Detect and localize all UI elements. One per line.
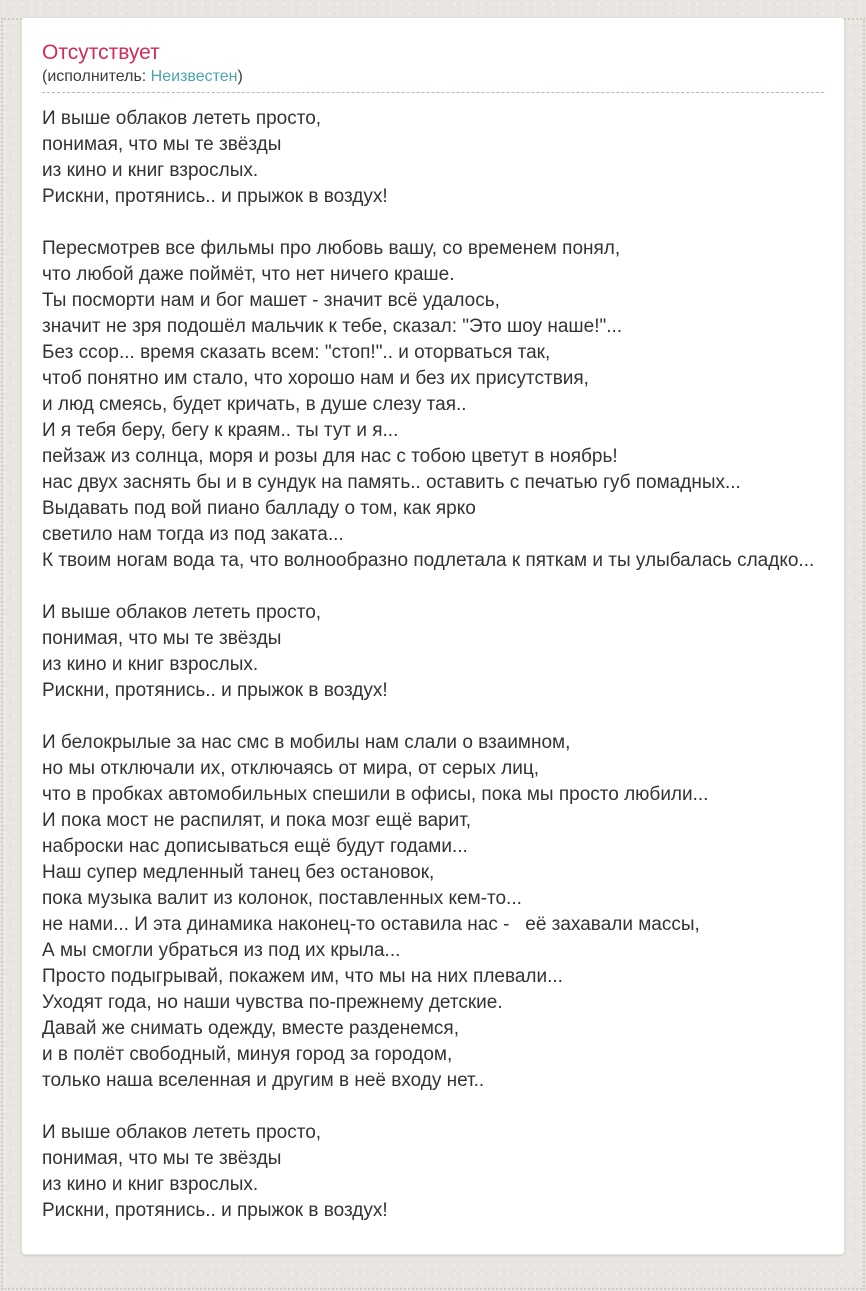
- lyric-line: но мы отключали их, отключаясь от мира, от серых лиц,: [42, 758, 540, 779]
- lyrics: [42, 106, 824, 1224]
- lyric-line: И выше облаков лететь просто,: [42, 602, 322, 623]
- lyric-line: Просто подыгрывай, покажем им, что мы на них плевали...: [42, 966, 563, 987]
- lyric-line: Ты посморти нам и бог машет - значит всё удалось,: [42, 290, 500, 311]
- lyric-line: Без ссор... время сказать всем: "стоп!".. и оторваться так,: [42, 342, 551, 363]
- lyric-line: не нами... И эта динамика наконец-то оставила нас - её захавали массы,: [42, 914, 700, 935]
- stanza: [42, 730, 824, 1094]
- artist-line: [42, 67, 824, 93]
- lyric-line: А мы смогли убраться из под их крыла...: [42, 940, 401, 961]
- lyric-line: только наша вселенная и другим в неё входу нет..: [42, 1070, 485, 1091]
- lyric-line: И я тебя беру, бегу к краям.. ты тут и я...: [42, 420, 399, 441]
- lyric-line: понимая, что мы те звёзды: [42, 628, 282, 649]
- lyric-line: значит не зря подошёл мальчик к тебе, сказал: "Это шоу наше!"...: [42, 316, 623, 337]
- lyric-line: Уходят года, но наши чувства по-прежнему детские.: [42, 992, 503, 1013]
- lyric-line: нас двух заснять бы и в сундук на память.. оставить с печатью губ помадных...: [42, 472, 741, 493]
- lyric-line: И выше облаков лететь просто,: [42, 1122, 322, 1143]
- lyrics-card: [21, 17, 845, 1255]
- lyric-line: наброски нас дописываться ещё будут годами...: [42, 836, 468, 857]
- lyric-line: и в полёт свободный, минуя город за городом,: [42, 1044, 453, 1065]
- lyric-line: что в пробках автомобильных спешили в офисы, пока мы просто любили...: [42, 784, 709, 805]
- lyric-line: И пока мост не распилят, и пока мозг ещё варит,: [42, 810, 472, 831]
- stanza: [42, 1120, 824, 1224]
- lyric-line: И выше облаков лететь просто,: [42, 108, 322, 129]
- lyric-line: из кино и книг взрослых.: [42, 1174, 259, 1195]
- lyric-line: что любой даже поймёт, что нет ничего краше.: [42, 264, 455, 285]
- lyric-line: из кино и книг взрослых.: [42, 654, 259, 675]
- lyric-line: Давай же снимать одежду, вместе разденемся,: [42, 1018, 459, 1039]
- artist-link[interactable]: Неизвестен: [150, 68, 238, 85]
- lyric-line: чтоб понятно им стало, что хорошо нам и без их присутствия,: [42, 368, 589, 389]
- lyric-line: понимая, что мы те звёзды: [42, 1148, 282, 1169]
- lyric-line: К твоим ногам вода та, что волнообразно подлетала к пяткам и ты улыбалась сладко...: [42, 550, 815, 571]
- lyric-line: пока музыка валит из колонок, поставленных кем-то...: [42, 888, 522, 909]
- lyric-line: и люд смеясь, будет кричать, в душе слезу тая..: [42, 394, 467, 415]
- page-background: [0, 17, 866, 1291]
- lyric-line: Наш супер медленный танец без остановок,: [42, 862, 435, 883]
- song-title: Отсутствует: [42, 41, 160, 64]
- stanza: [42, 600, 824, 704]
- lyric-line: Рискни, протянись.. и прыжок в воздух!: [42, 186, 388, 207]
- lyric-line: пейзаж из солнца, моря и розы для нас с тобою цветут в ноябрь!: [42, 446, 618, 467]
- lyric-line: И белокрылые за нас смс в мобилы нам слали о взаимном,: [42, 732, 571, 753]
- artist-label: (исполнитель:: [42, 68, 151, 85]
- lyric-line: светило нам тогда из под заката...: [42, 524, 344, 545]
- lyric-line: Рискни, протянись.. и прыжок в воздух!: [42, 680, 388, 701]
- stanza: [42, 236, 824, 574]
- song-header: [42, 40, 824, 93]
- artist-label-close: ): [237, 68, 243, 85]
- lyric-line: понимая, что мы те звёзды: [42, 134, 282, 155]
- lyric-line: Рискни, протянись.. и прыжок в воздух!: [42, 1200, 388, 1221]
- lyric-line: Пересмотрев все фильмы про любовь вашу, со временем понял,: [42, 238, 621, 259]
- stanza: [42, 106, 824, 210]
- lyric-line: Выдавать под вой пиано балладу о том, как ярко: [42, 498, 476, 519]
- lyric-line: из кино и книг взрослых.: [42, 160, 259, 181]
